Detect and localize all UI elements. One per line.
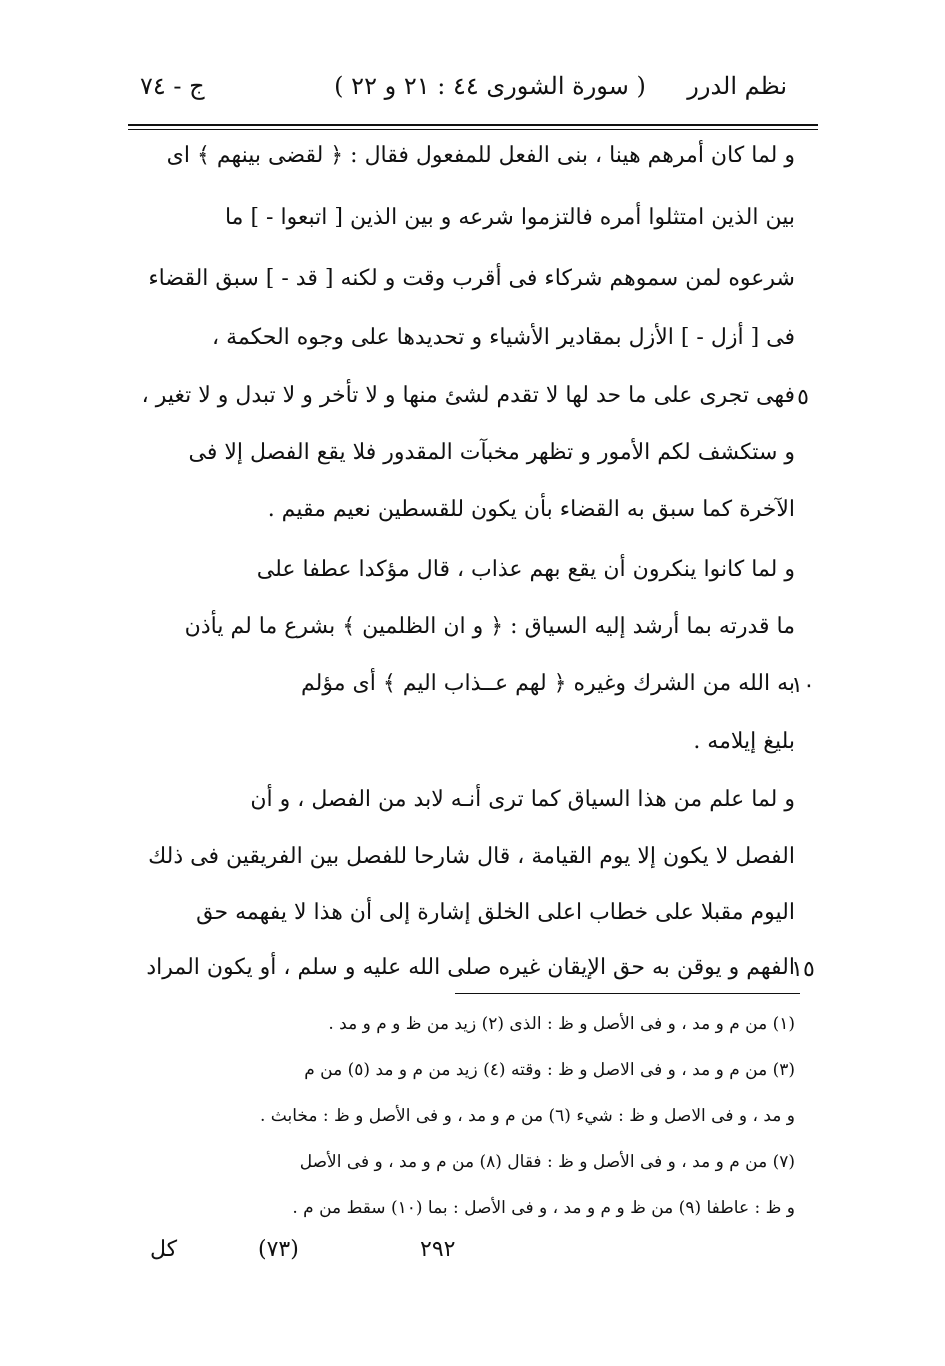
body-line-3: شرعوه لمن سموهم شركاء فى أقرب وقت و لكنه [ قد - ] سبق القضاء [148,266,795,291]
line-number-15: ١٥ [791,957,815,982]
body-line-13: الفصل لا يكون إلا يوم القيامة ، قال شارحا للفصل بين الفريقين فى ذلك [148,844,795,869]
page-number: ٢٩٢ [420,1237,456,1262]
body-line-5: فهى تجرى على ما حد لها لا تقدم لشئ منها و لا تأخر و لا تبدل و لا تغير ، [141,383,795,408]
body-line-1: و لما كان أمرهم هينا ، بنى الفعل للمفعول فقال : ﴿ لقضى بينهم ﴾ اى [166,143,795,168]
line-number-5: ٥ [797,385,809,410]
running-title: نظم الدرر [687,72,787,100]
body-line-9: ما قدرته بما أرشد إليه السياق : ﴿ و ان الظلمين ﴾ بشرع ما لم يأذن [184,614,795,639]
body-line-6: و ستكشف لكم الأمور و تظهر مخبآت المقدور فلا يقع الفصل إلا فى [188,440,795,465]
footnote-rule [455,993,800,994]
body-line-11: بليغ إيلامه . [693,729,795,754]
body-line-2: بين الذين امتثلوا أمره فالتزموا شرعه و بين الذين [ اتبعوا - ] ما [224,205,795,230]
body-line-4: فى [ أزل - ] الأزل بمقادير الأشياء و تحديدها على وجوه الحكمة ، [212,325,795,350]
footnote-line-4: (٧) من م و مد ، و فى الأصل و ظ : فقال (٨) من م و مد ، و فى الأصل [299,1152,795,1172]
body-line-7: الآخرة كما سبق به القضاء بأن يكون للقسطين نعيم مقيم . [267,497,795,522]
body-line-10: به الله من الشرك وغيره ﴿ لهم عــذاب اليم ﴾ أى مؤلم [301,671,795,696]
header-rule-thin [128,129,818,130]
body-line-15: الفهم و يوقن به حق الإيقان غيره صلى الله عليه و سلم ، أو يكون المراد [146,955,795,980]
footnote-line-2: (٣) من م و مد ، و فى الاصل و ظ : وقته (٤) زيد من م و مد (٥) من م [304,1060,795,1080]
body-line-8: و لما كانوا ينكرون أن يقع بهم عذاب ، قال مؤكدا عطفا على [256,557,795,582]
footnote-line-5: و ظ : عاطفا (٩) من ظ و م و مد ، و فى الأصل : بما (١٠) سقط من م . [292,1198,795,1218]
catchword: كل [150,1237,178,1262]
surah-reference: ( سورة الشورى ٤٤ : ٢١ و ٢٢ ) [334,72,646,100]
body-line-12: و لما علم من هذا السياق كما ترى أنـه لابد من الفصل ، و أن [250,787,795,812]
line-number-10: ١٠ [791,673,815,698]
body-line-14: اليوم مقبلا على خطاب اعلى الخلق إشارة إلى أن هذا لا يفهمه حق [196,900,795,925]
footnote-line-1: (١) من م و مد ، و فى الأصل و ظ : الذى (٢) زيد من ظ و م و مد . [328,1014,795,1034]
footnote-line-3: و مد ، و فى الاصل و ظ : شيء (٦) من م و مد ، و فى الأصل و ظ : مخابث . [259,1106,795,1126]
header-rule [128,124,818,126]
signature-code: (٧٣) [258,1237,299,1262]
volume-reference: ج - ٧٤ [140,72,205,100]
